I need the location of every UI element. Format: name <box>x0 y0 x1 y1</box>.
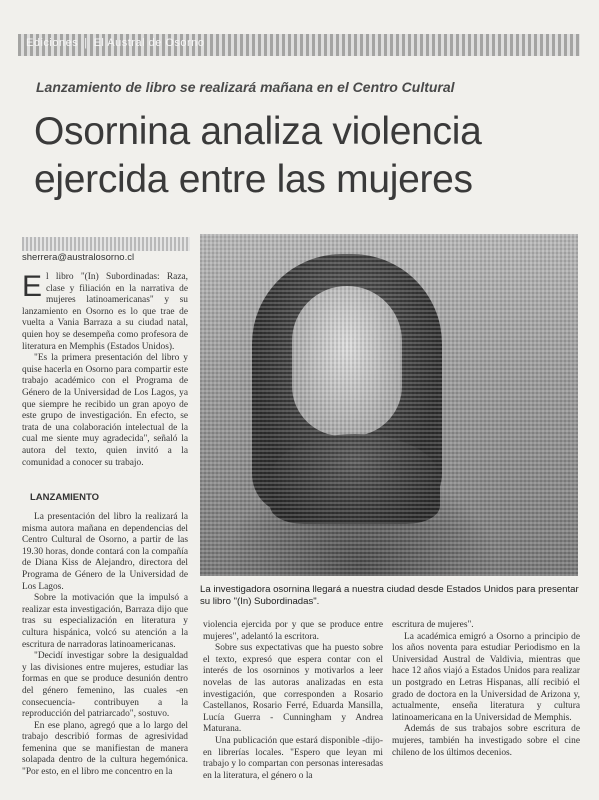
middle-column-body <box>203 620 383 782</box>
body-paragraph: La presentación del libro la realizará la misma autora mañana en dependencias del Centro Cultural de Osorno, a partir de las 19.30 horas, donde contará con la compañía de Diana Kiss de Alejandro, directora del Programa de Género de la Universidad de Los Lagos. <box>22 512 188 592</box>
kicker-line: Lanzamiento de libro se realizará mañana en el Centro Cultural <box>36 79 455 95</box>
section-header <box>26 37 204 49</box>
photo-hair-shape <box>252 254 442 514</box>
header-right-label: El Austral de Osorno <box>93 37 205 49</box>
body-paragraph: Sobre sus expectativas que ha puesto sobre el texto, expresó que espera contar con el interés de los osorninos y motivarlos a leer novelas de las autoras analizadas en esta investigación, que corresponden a Rosario Castellanos, Rosario Ferré, Eduarda Mansilla, Lucía Guerra - Cunningham y Andrea Maturana. <box>203 643 383 735</box>
left-column-body <box>22 512 188 779</box>
body-paragraph: Una publicación que estará disponible -dijo- en librerías locales. "Espero que leyan mi trabajo y lo compartan con personas interesadas en la literatura, el género o la <box>203 735 383 781</box>
body-paragraph: Sobre la motivación que la impulsó a realizar esta investigación, Barraza dijo que tras su especialización en literatura y cultura hispánica, volcó su atención a la escritura de narradoras latinoamericanas. <box>22 593 188 650</box>
header-separator: | <box>84 37 88 49</box>
photo-scarf-shape <box>270 434 440 524</box>
body-paragraph: violencia ejercida por y que se produce entre mujeres", adelantó la escritora. <box>203 620 383 642</box>
byline-bar <box>22 237 190 251</box>
right-column-body <box>392 620 580 759</box>
intro-paragraph: l libro "(In) Subordinadas: Raza, clase y filiación en la narrativa de mujeres latinoamericanas" y su lanzamiento en Osorno es lo que trae de vuelta a Vania Barraza a su ciudad natal, quien hoy se desempeña como profesora de literatura en Memphis (Estados Unidos). <box>22 272 188 352</box>
headline-line-2: ejercida entre las mujeres <box>34 158 473 201</box>
body-paragraph: "Decidí investigar sobre la desigualdad y las divisiones entre mujeres, estudiar las formas en que se produce desunión dentro del género femenino, las cuales -en consecuencia- contribuyen a la reproducción del patriarcado", sostuvo. <box>22 651 188 720</box>
headline <box>34 108 594 204</box>
body-paragraph: La académica emigró a Osorno a principio de los años noventa para estudiar Periodismo en la Universidad Austral de Valdivia, mientras que hace 12 años viajó a Estados Unidos para realizar un postgrado en Letras Hispanas, allí recibió el grado de doctora en la Universidad de Arizona y, actualmente, enseña literatura y cultura latinoamericana en la Universidad de Memphis. <box>392 631 580 723</box>
subhead-lanzamiento: LANZAMIENTO <box>30 492 99 503</box>
byline-email: sherrera@australosorno.cl <box>22 252 135 263</box>
photo-face-shape <box>292 286 402 436</box>
headline-line-1: Osornina analiza violencia <box>34 110 482 153</box>
body-paragraph: escritura de mujeres". <box>392 620 474 630</box>
drop-cap: E <box>22 270 43 303</box>
body-paragraph: En ese plano, agregó que a lo largo del trabajo describió formas de agresividad femenina que se manifiestan de manera solapada dentro de la cultura hegemónica. "Por esto, en el libro me concentro en la <box>22 720 188 778</box>
body-paragraph: Además de sus trabajos sobre escritura de mujeres, también ha investigado sobre el cine chileno de los últimos decenios. <box>392 724 580 758</box>
intro-paragraph: "Es la primera presentación del libro y quise hacerla en Osorno para compartir este trabajo académico con el Programa de Género de la Universidad de Los Lagos, ya que siempre he recibido un gran apoyo de este grupo de investigación. En efecto, se trata de una colaboración intelectual de la cual me siente muy agradecida", señaló la autora del texto, quien invitó a la comunidad a conocer su trabajo. <box>22 353 188 468</box>
author-photo <box>200 234 578 576</box>
photo-caption: La investigadora osornina llegará a nuestra ciudad desde Estados Unidos para presentar su libro "(In) Subordinadas". <box>200 584 579 607</box>
intro-column <box>22 272 188 469</box>
header-left-label: Ediciones <box>26 37 79 49</box>
